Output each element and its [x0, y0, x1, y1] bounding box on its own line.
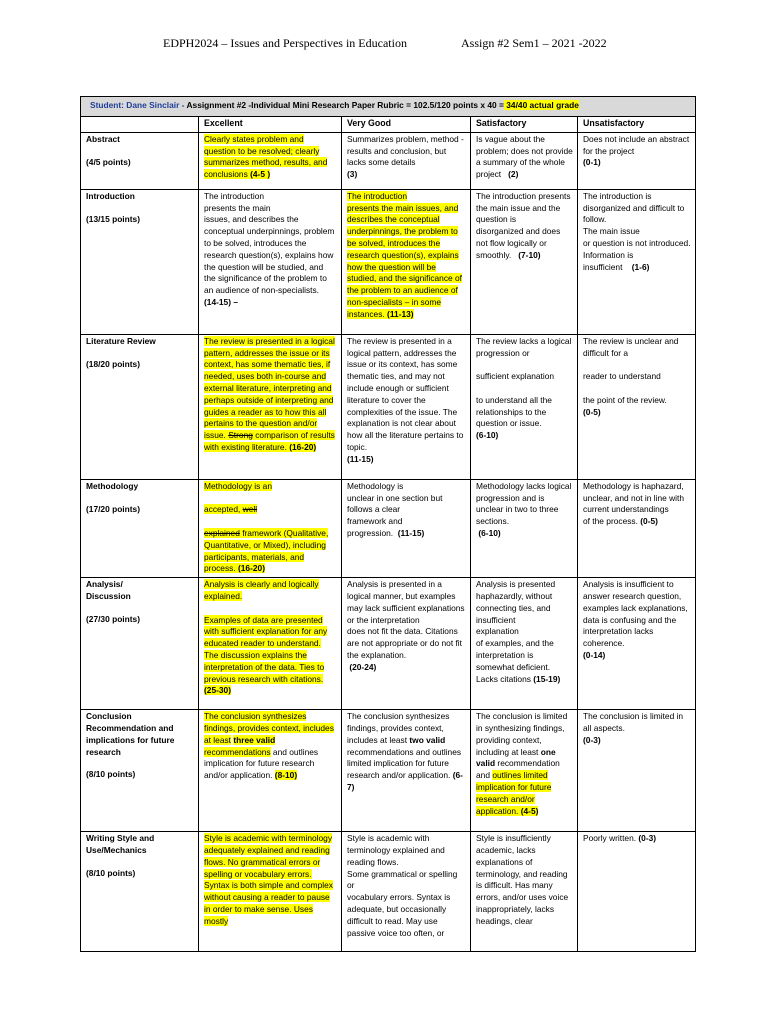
- descriptor-text: The conclusion is limited in all aspects.: [583, 711, 684, 733]
- writing-very-good: [342, 832, 471, 952]
- document-header-course: EDPH2024 – Issues and Perspectives in Education: [163, 36, 407, 50]
- score-range: (20-24): [349, 661, 377, 672]
- introduction-excellent: [199, 189, 342, 334]
- descriptor-text: Does not include an abstract for the project: [583, 133, 690, 156]
- abstract-very-good: [342, 132, 471, 189]
- criterion-conclusion: [81, 710, 199, 832]
- descriptor-text: and outlines implication for future research and/or application.: [204, 746, 319, 781]
- score-range: (6-10): [478, 527, 501, 538]
- criterion-name: Conclusion Recommendation and implications for future research: [86, 711, 175, 757]
- descriptor-text: The introduction presents the main issues, and describes the conceptual underpinnings, the problem to be solved, introduces the research question(s), explains how the question will be studied, and the significance of the problem to an audience of non-specialists – in some instances.: [347, 190, 463, 319]
- column-header-excellent: Excellent: [199, 117, 342, 133]
- methodology-satisfactory: [471, 479, 578, 577]
- descriptor-text: Is vague about the problem; does not provide a summary of the whole project: [476, 133, 573, 180]
- criterion-points: (17/20 points): [86, 503, 140, 514]
- score-range: (6-10): [476, 430, 499, 441]
- writing-satisfactory: [471, 832, 578, 952]
- descriptor-text: recommendation and: [476, 758, 560, 781]
- score-range: (0-5): [640, 516, 658, 527]
- analysis-very-good: [342, 578, 471, 710]
- criterion-name: Abstract: [86, 133, 120, 144]
- descriptor-text: Clearly states problem and question to be resolved; clearly summarizes method, results, and conclusions: [204, 133, 328, 180]
- score-range: (3): [347, 169, 358, 180]
- methodology-unsatisfactory: [578, 479, 696, 577]
- descriptor-text: Analysis is clearly and logically explained.: [204, 579, 319, 601]
- criterion-writing-style: [81, 832, 199, 952]
- criterion-points: (8/10 points): [86, 867, 136, 878]
- descriptor-text: framework (Qualitative, Quantitative, or Mixed), including participants, materials, and process.: [204, 527, 329, 574]
- column-header-row: [81, 117, 696, 133]
- score-range: (15-19): [533, 673, 561, 684]
- emphasis-text: one valid: [476, 746, 556, 769]
- criterion-points: (4/5 points): [86, 156, 131, 167]
- descriptor-text: outlines limited implication for future research and/or application.: [476, 770, 552, 816]
- descriptor-text: Methodology lacks logical progression and is unclear in two to three sections.: [476, 480, 572, 527]
- rubric-row-conclusion: [81, 710, 696, 832]
- descriptor-text: accepted,: [204, 504, 241, 515]
- column-header-criteria: [81, 117, 199, 133]
- abstract-excellent: [199, 132, 342, 189]
- score-range: (1-6): [631, 261, 650, 272]
- column-header-unsatisfactory: Unsatisfactory: [578, 117, 696, 133]
- struck-text: well: [242, 504, 258, 515]
- score-range: (0-14): [583, 649, 606, 660]
- score-range: (2): [508, 169, 519, 180]
- criterion-name: Methodology: [86, 480, 139, 491]
- descriptor-text: The introduction presents the main issues, and describes the conceptual underpinnings, problem to be solved, introduces the research question(s), explains how the question will be studied, and the significance of the problem to an audience of non-specialists.: [204, 190, 335, 296]
- descriptor-text: The review lacks a logical progression or sufficient explanation to understand all the relationships to the question or issue.: [476, 335, 572, 429]
- conclusion-excellent: [199, 710, 342, 832]
- rubric-banner: [81, 97, 696, 117]
- literature-unsatisfactory: [578, 334, 696, 479]
- abstract-unsatisfactory: [578, 132, 696, 189]
- rubric-row-literature-review: [81, 334, 696, 479]
- score-range: (4-5 ): [250, 169, 271, 180]
- rubric-row-analysis: [81, 578, 696, 710]
- score-range: (14-15) –: [204, 296, 238, 307]
- descriptor-text: Analysis is presented in a logical manner, but examples may lack sufficient explanations or the interpretation does not fit the data. Citations are not appropriate or do not fit the explanation.: [347, 579, 465, 660]
- descriptor-text: Methodology is an: [204, 480, 272, 491]
- descriptor-text: Examples of data are presented with sufficient explanation for any educated reader to understand. The discussion explains the interpretation of the data. Ties to previous research with citations.: [204, 614, 328, 684]
- literature-very-good: [342, 334, 471, 479]
- descriptor-text: The conclusion synthesizes findings, provides context, includes at least: [204, 711, 334, 745]
- score-range: (16-20): [289, 441, 317, 452]
- criterion-points: (18/20 points): [86, 358, 140, 369]
- score-range: (4-5): [520, 805, 539, 816]
- descriptor-text: The review is unclear and difficult for a reader to understand the point of the review.: [583, 335, 679, 405]
- criterion-introduction: [81, 189, 199, 334]
- criterion-points: (27/30 points): [86, 613, 140, 624]
- literature-satisfactory: [471, 334, 578, 479]
- introduction-satisfactory: [471, 189, 578, 334]
- methodology-very-good: [342, 479, 471, 577]
- assignment-title: Assignment #2 -Individual Mini Research Paper Rubric =: [184, 100, 412, 111]
- descriptor-text: Style is insufficiently academic, lacks explanations of terminology, and reading is difficult. Has many errors, and/or uses voice inappropriately, lacks headings, clear: [476, 833, 569, 926]
- introduction-unsatisfactory: [578, 189, 696, 334]
- score-range: (7-10): [518, 249, 541, 260]
- points-total: 102.5/120 points x 40 =: [411, 100, 504, 111]
- score-range: (0-5): [583, 406, 601, 417]
- descriptor-text: Methodology is haphazard, unclear, and not in line with current understandings of the process.: [583, 480, 685, 527]
- criterion-analysis: [81, 578, 199, 710]
- criterion-name: Literature Review: [86, 335, 156, 346]
- descriptor-text: The introduction presents the main issue and the question is disorganized and does not flow logically or smoothly.: [476, 190, 571, 260]
- score-range: (0-3): [583, 734, 601, 745]
- rubric-banner-row: [81, 97, 696, 117]
- rubric-row-methodology: [81, 479, 696, 577]
- actual-grade: 34/40 actual grade: [503, 100, 579, 111]
- descriptor-text: The review is presented in a logical pattern, addresses the issue or its context, has some thematic ties, and may not include enough or sufficient literature to cover the complexities of the issue. The explanation is not clear about how all the literature pertains to topic.: [347, 335, 464, 452]
- descriptor-text: Analysis is presented haphazardly, without connecting ties, and insufficient explanation of examples, and the interpretation is somewhat deficient. Lacks citations: [476, 579, 556, 684]
- rubric-table: [80, 96, 696, 952]
- literature-excellent: [199, 334, 342, 479]
- criterion-methodology: [81, 479, 199, 577]
- score-range: (11-13): [387, 308, 414, 319]
- criterion-points: (13/15 points): [86, 213, 140, 224]
- score-range: (11-15): [397, 527, 425, 538]
- criterion-points: (8/10 points): [86, 769, 136, 780]
- criterion-name: Writing Style and Use/Mechanics: [86, 833, 155, 855]
- descriptor-text: recommendations and outlines limited implication for future research and/or application.: [347, 746, 462, 781]
- rubric-row-abstract: [81, 132, 696, 189]
- descriptor-text: Poorly written.: [583, 833, 637, 844]
- document-header-assignment: Assign #2 Sem1 – 2021 -2022: [461, 36, 607, 50]
- descriptor-text: The conclusion synthesizes findings, provides context, includes at least: [347, 711, 450, 745]
- score-range: (6-7): [347, 770, 463, 792]
- column-header-very-good: Very Good: [342, 117, 471, 133]
- rubric-row-writing-style: [81, 832, 696, 952]
- score-range: (8-10): [274, 770, 298, 781]
- emphasis-text: three valid: [233, 734, 276, 745]
- score-range: (11-15): [347, 453, 374, 464]
- descriptor-text: The conclusion is limited in synthesizing findings, providing context, including at least: [476, 711, 568, 757]
- analysis-excellent: [199, 578, 342, 710]
- descriptor-text: Style is academic with terminology adequately explained and reading flows. No grammatical errors or spelling or vocabulary errors. Syntax is both simple and complex without causing a reader to pause in order to make sense. Uses mostly: [204, 833, 333, 926]
- analysis-unsatisfactory: [578, 578, 696, 710]
- writing-unsatisfactory: [578, 832, 696, 952]
- struck-text: explained: [204, 527, 240, 538]
- score-range: (0-1): [583, 157, 601, 168]
- criterion-literature-review: [81, 334, 199, 479]
- introduction-very-good: [342, 189, 471, 334]
- descriptor-text: The introduction is disorganized and difficult to follow. The main issue or question is not introduced. Information is insufficient: [583, 190, 691, 272]
- analysis-satisfactory: [471, 578, 578, 710]
- conclusion-satisfactory: [471, 710, 578, 832]
- criterion-name: Analysis/ Discussion: [86, 579, 131, 601]
- descriptor-text: Analysis is insufficient to answer research question, examples lack explanations, data is confusing and the interpretation lacks coherence.: [583, 579, 688, 649]
- score-range: (25-30): [204, 685, 231, 696]
- student-name: Student: Dane Sinclair -: [90, 100, 185, 111]
- abstract-satisfactory: [471, 132, 578, 189]
- descriptor-text: The review is presented in a logical pattern, addresses the issue or its context, has some thematic ties, if needed, uses both in-course and external literature, interpreting and perhaps outside of interpreting and guides a reader as to how this all pertains to the question and/or issue.: [204, 335, 335, 441]
- emphasis-text: two valid: [409, 734, 446, 745]
- methodology-excellent: [199, 479, 342, 577]
- criterion-abstract: [81, 132, 199, 189]
- descriptor-text: recommendations: [204, 746, 271, 757]
- descriptor-text: Style is academic with terminology explained and reading flows. Some grammatical or spelling or vocabulary errors. Syntax is adequate, but occasionally difficult to read. May use passive voice too often, or: [347, 833, 458, 938]
- score-range: (0-3): [638, 833, 657, 844]
- descriptor-text: Methodology is unclear in one section but follows a clear framework and progression.: [347, 480, 443, 538]
- descriptor-text: Summarizes problem, method - results and conclusion, but lacks some details: [347, 133, 464, 168]
- struck-text: Strong: [228, 430, 253, 441]
- criterion-name: Introduction: [86, 190, 135, 201]
- rubric-row-introduction: [81, 189, 696, 334]
- writing-excellent: [199, 832, 342, 952]
- descriptor-text: comparison of results with existing literature.: [204, 430, 335, 452]
- column-header-satisfactory: Satisfactory: [471, 117, 578, 133]
- score-range: (16-20): [237, 563, 265, 574]
- conclusion-unsatisfactory: [578, 710, 696, 832]
- conclusion-very-good: [342, 710, 471, 832]
